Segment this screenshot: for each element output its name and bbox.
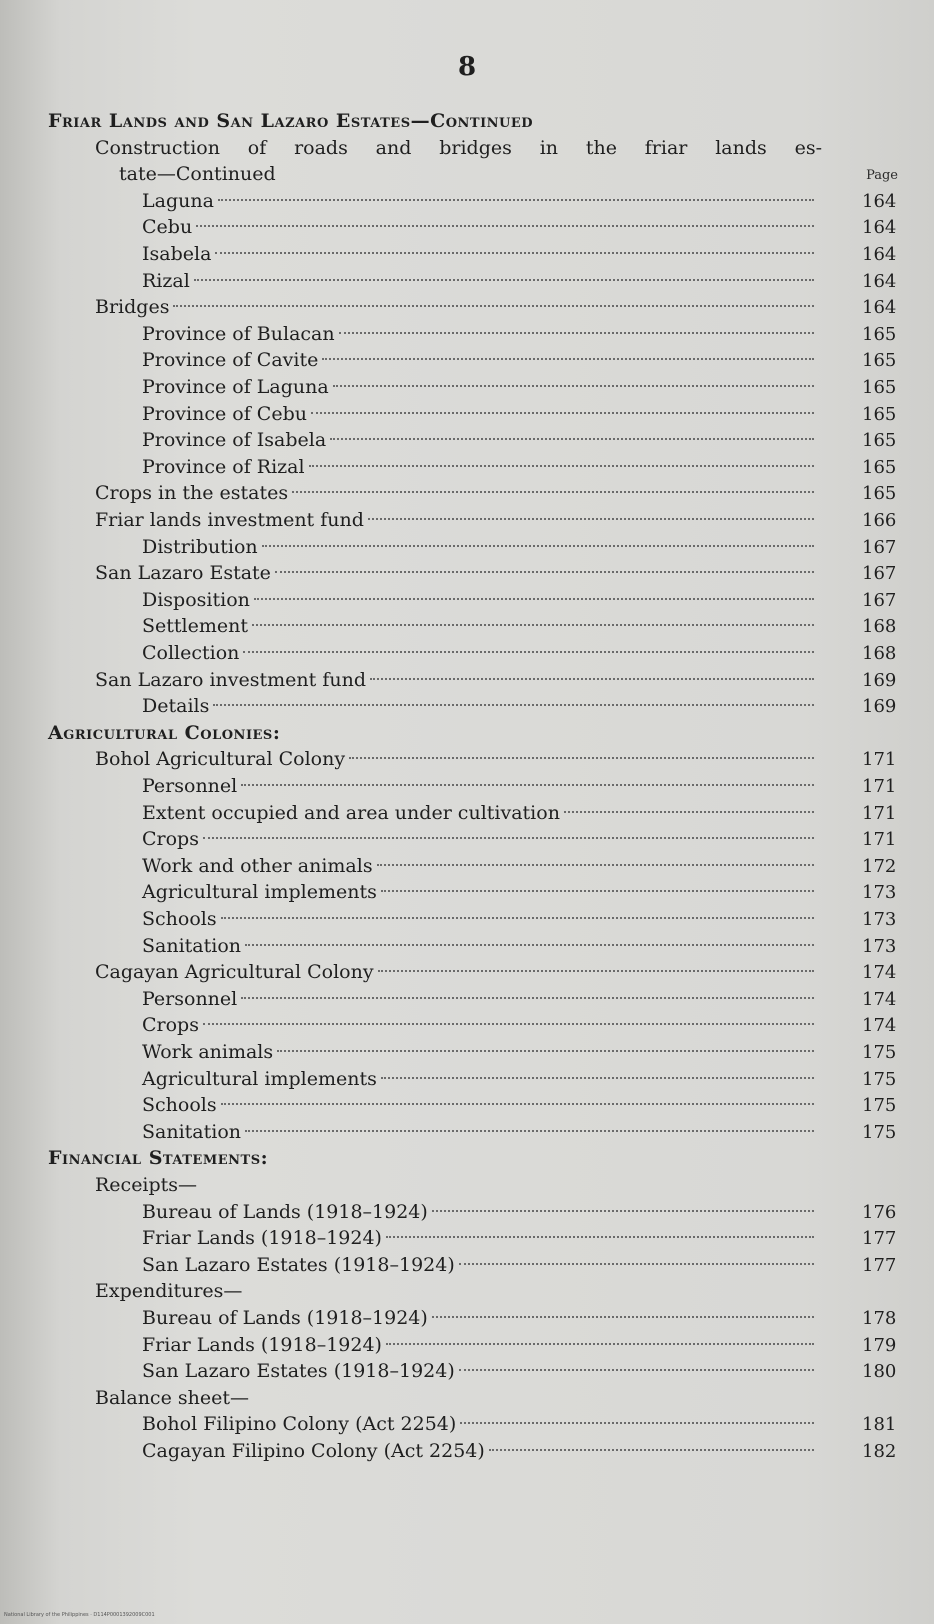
toc-entry-label: Bureau of Lands (1918–1924): [142, 1200, 428, 1223]
toc-page-number: 164: [862, 190, 897, 212]
toc-entry: [142, 321, 897, 348]
toc-page-number: 165: [862, 350, 897, 372]
dot-leader: [309, 465, 814, 467]
toc-page-number: 171: [862, 829, 897, 851]
toc-entry: [142, 1252, 897, 1279]
toc-page-number: 173: [862, 909, 897, 930]
toc-entry-label: Cebu: [142, 216, 193, 239]
toc-entry: [142, 640, 897, 667]
toc-entry: [142, 401, 897, 428]
dot-leader: [245, 1130, 814, 1132]
toc-page-number: 165: [862, 377, 897, 398]
toc-entry-label: Details: [142, 695, 210, 718]
dot-leader: [368, 518, 814, 520]
toc-entry: [142, 693, 897, 720]
toc-entry-label: Cagayan Agricultural Colony: [95, 961, 374, 984]
toc-entry-label: Bridges: [95, 296, 170, 319]
toc-entry: [95, 667, 897, 694]
toc-page-number: 175: [862, 1068, 897, 1090]
toc-entry-label: Settlement: [142, 615, 248, 638]
toc-page-number: 182: [862, 1441, 897, 1462]
toc-entry: [142, 1438, 897, 1465]
dot-leader: [333, 385, 814, 387]
toc-page-number: 174: [862, 988, 897, 1010]
toc-entry: [142, 1199, 897, 1226]
dot-leader: [322, 358, 814, 360]
dot-leader: [218, 199, 814, 201]
toc-entry-label: Crops in the estates: [95, 482, 289, 505]
toc-entry: [142, 188, 897, 215]
dot-leader: [432, 1316, 814, 1318]
dot-leader: [381, 890, 814, 892]
toc-entry-label: Friar lands investment fund: [95, 509, 364, 531]
toc-page-number: 174: [862, 962, 897, 984]
toc-entry-label: Sanitation: [142, 934, 242, 957]
toc-page-number: 168: [862, 616, 897, 638]
toc-entry-label: San Lazaro Estates (1918–1924): [142, 1253, 455, 1276]
toc-entry-label: Bohol Agricultural Colony: [95, 748, 346, 771]
dot-leader: [349, 757, 814, 759]
toc-entry: [95, 294, 897, 321]
dot-leader: [381, 1077, 814, 1079]
toc-page-number: 165: [862, 430, 897, 452]
toc-page-number: 173: [862, 935, 897, 957]
toc-page-number: 177: [862, 1228, 897, 1250]
dot-leader: [203, 1023, 814, 1025]
dot-leader: [221, 1103, 814, 1105]
toc-entry-label: Schools: [142, 1094, 217, 1117]
toc-page-number: 174: [862, 1015, 897, 1037]
section-heading-label: Friar Lands and San Lazaro Estates—Continued: [48, 110, 534, 132]
toc-page-number: 171: [862, 749, 897, 771]
toc-page-number: 175: [862, 1095, 897, 1117]
dot-leader: [460, 1422, 814, 1424]
dot-leader: [339, 332, 814, 334]
toc-entry: [142, 1066, 897, 1093]
toc-entry-label: Receipts—: [95, 1174, 198, 1196]
toc-page-number: 175: [862, 1121, 897, 1143]
page-column-header: Page: [866, 168, 898, 183]
toc-page-number: 175: [862, 1042, 897, 1063]
toc-page-number: 165: [862, 323, 897, 345]
dot-leader: [215, 252, 814, 254]
toc-entry-label: Work and other animals: [142, 854, 373, 877]
dot-leader: [252, 624, 814, 626]
toc-entry-label: Balance sheet—: [95, 1386, 249, 1409]
toc-entry: [142, 374, 897, 401]
dot-leader: [377, 864, 814, 866]
dot-leader: [311, 412, 814, 414]
toc-page-number: 168: [862, 643, 897, 664]
toc-page-number: 164: [862, 270, 897, 292]
toc-page-number: 181: [862, 1414, 897, 1436]
toc-entry-label: Province of Isabela: [142, 429, 327, 452]
toc-entry-label: San Lazaro investment fund: [95, 668, 366, 691]
toc-entry: [142, 1332, 897, 1359]
dot-leader: [221, 917, 814, 919]
page-number: 8: [457, 52, 477, 82]
dot-leader: [370, 678, 814, 680]
toc-entry: [142, 241, 897, 268]
toc-page-number: 180: [862, 1361, 897, 1383]
toc-entry: [95, 746, 897, 773]
toc-entry-label: Construction of roads and bridges in the friar lands es-: [95, 136, 822, 159]
toc-page-number: 164: [862, 244, 897, 265]
toc-entry: [142, 268, 897, 295]
toc-entry: [95, 1172, 822, 1199]
toc-entry-label: Province of Cebu: [142, 402, 307, 425]
toc-page-number: 165: [862, 456, 897, 478]
toc-page-number: 179: [862, 1334, 897, 1356]
toc-entry: [142, 427, 897, 454]
toc-entry-label: San Lazaro Estates (1918–1924): [142, 1360, 455, 1383]
toc-page-number: 169: [862, 696, 897, 718]
dot-leader: [386, 1236, 814, 1238]
toc-entry-label: Province of Bulacan: [142, 322, 335, 345]
toc-entry-label: Sanitation: [142, 1120, 242, 1143]
toc-page-number: 171: [862, 802, 897, 824]
dot-leader: [330, 438, 814, 440]
dot-leader: [203, 837, 814, 839]
dot-leader: [254, 598, 814, 600]
toc-entry: [95, 480, 897, 507]
toc-entry-label: Agricultural implements: [142, 881, 377, 904]
toc-entry: [142, 1358, 897, 1385]
section-heading: [48, 108, 822, 135]
toc-entry-label: Friar Lands (1918–1924): [142, 1227, 382, 1250]
dot-leader: [459, 1263, 814, 1265]
dot-leader: [196, 225, 814, 227]
toc-entry: [95, 1278, 822, 1305]
section-heading: [48, 1145, 822, 1172]
toc-entry-label: Crops: [142, 1014, 199, 1037]
toc-page-number: 165: [862, 483, 897, 505]
toc-page-number: 176: [862, 1201, 897, 1223]
dot-leader: [245, 944, 814, 946]
toc-entry: [142, 347, 897, 374]
toc-entry-label: Friar Lands (1918–1924): [142, 1333, 382, 1356]
toc-entry: [142, 587, 897, 614]
toc-entry: [142, 1119, 897, 1146]
toc-entry: [142, 933, 897, 960]
toc-entry-label: Bohol Filipino Colony (Act 2254): [142, 1413, 457, 1436]
toc-entry-label: Bureau of Lands (1918–1924): [142, 1307, 428, 1329]
toc-entry-label: Agricultural implements: [142, 1067, 377, 1090]
toc-entry-label: Isabela: [142, 243, 212, 265]
dot-leader: [241, 784, 814, 786]
toc-entry: [142, 613, 897, 640]
dot-leader: [386, 1343, 814, 1345]
toc-entry: [142, 826, 897, 853]
toc-entry: [142, 906, 897, 933]
toc-entry: [142, 1039, 897, 1066]
toc-entry: [142, 1305, 897, 1332]
dot-leader: [277, 1050, 814, 1052]
dot-leader: [292, 491, 814, 493]
toc-entry-label: Cagayan Filipino Colony (Act 2254): [142, 1440, 485, 1462]
dot-leader: [432, 1210, 814, 1212]
toc-entry-label: Expenditures—: [95, 1280, 243, 1303]
toc-page-number: 172: [862, 855, 897, 877]
section-heading-label: Financial Statements:: [48, 1147, 269, 1170]
toc-page-number: 173: [862, 882, 897, 904]
toc-page-number: 164: [862, 297, 897, 319]
toc-entry-label: Distribution: [142, 535, 258, 558]
toc-page-number: 167: [862, 536, 897, 558]
toc-entry-label: Schools: [142, 908, 217, 930]
toc-entry-label: Laguna: [142, 189, 214, 212]
toc-entry-label-continued: tate—Continued: [119, 163, 276, 186]
toc-entry: [142, 454, 897, 481]
dot-leader: [489, 1449, 814, 1451]
toc-page-number: 164: [862, 217, 897, 239]
dot-leader: [275, 571, 814, 573]
toc-entry: [95, 560, 897, 587]
toc-page-number: 177: [862, 1254, 897, 1276]
toc-page-number: 167: [862, 563, 897, 585]
toc-entry: [142, 1012, 897, 1039]
toc-page-number: 169: [862, 669, 897, 691]
toc-entry: [95, 959, 897, 986]
dot-leader: [459, 1369, 814, 1371]
toc-entry: [142, 1411, 897, 1438]
toc-entry: [142, 1225, 897, 1252]
dot-leader: [262, 545, 814, 547]
section-heading: [48, 720, 822, 747]
toc-entry: [142, 800, 897, 827]
dot-leader: [213, 704, 814, 706]
toc-entry-label: Collection: [142, 642, 240, 664]
toc-entry-label: Province of Rizal: [142, 455, 305, 478]
toc-page-number: 166: [862, 510, 897, 531]
toc-entry-label: Province of Cavite: [142, 349, 319, 372]
toc-entry: [142, 214, 897, 241]
toc-entry-label: Rizal: [142, 269, 190, 292]
toc-entry: [142, 986, 897, 1013]
toc-entry: [142, 879, 897, 906]
toc-entry: [95, 1385, 822, 1412]
dot-leader: [241, 997, 814, 999]
dot-leader: [378, 970, 814, 972]
toc-page-number: 178: [862, 1308, 897, 1329]
toc-entry-label: Province of Laguna: [142, 376, 329, 398]
toc-entry-label: Crops: [142, 828, 199, 851]
toc-page-number: 171: [862, 776, 897, 797]
dot-leader: [194, 279, 814, 281]
toc-entry: [142, 773, 897, 800]
toc-page-number: 167: [862, 589, 897, 611]
toc-entry-label: Extent occupied and area under cultivation: [142, 801, 560, 824]
dot-leader: [173, 305, 814, 307]
dot-leader: [564, 811, 814, 813]
toc-entry: [142, 534, 897, 561]
scan-footer: National Library of the Philippines · D114P0001392009C001: [4, 1612, 155, 1618]
toc-entry: [95, 507, 897, 534]
toc-entry-label: Disposition: [142, 588, 250, 611]
dot-leader: [243, 651, 814, 653]
toc-entry: [142, 1092, 897, 1119]
toc-entry: [142, 853, 897, 880]
toc-entry-label: Personnel: [142, 987, 238, 1010]
toc-page-number: 165: [862, 403, 897, 425]
toc-entry-label: Work animals: [142, 1041, 274, 1063]
toc-entry-label: Personnel: [142, 775, 238, 797]
section-heading-label: Agricultural Colonies:: [48, 721, 281, 744]
toc-entry-label: San Lazaro Estate: [95, 562, 271, 585]
